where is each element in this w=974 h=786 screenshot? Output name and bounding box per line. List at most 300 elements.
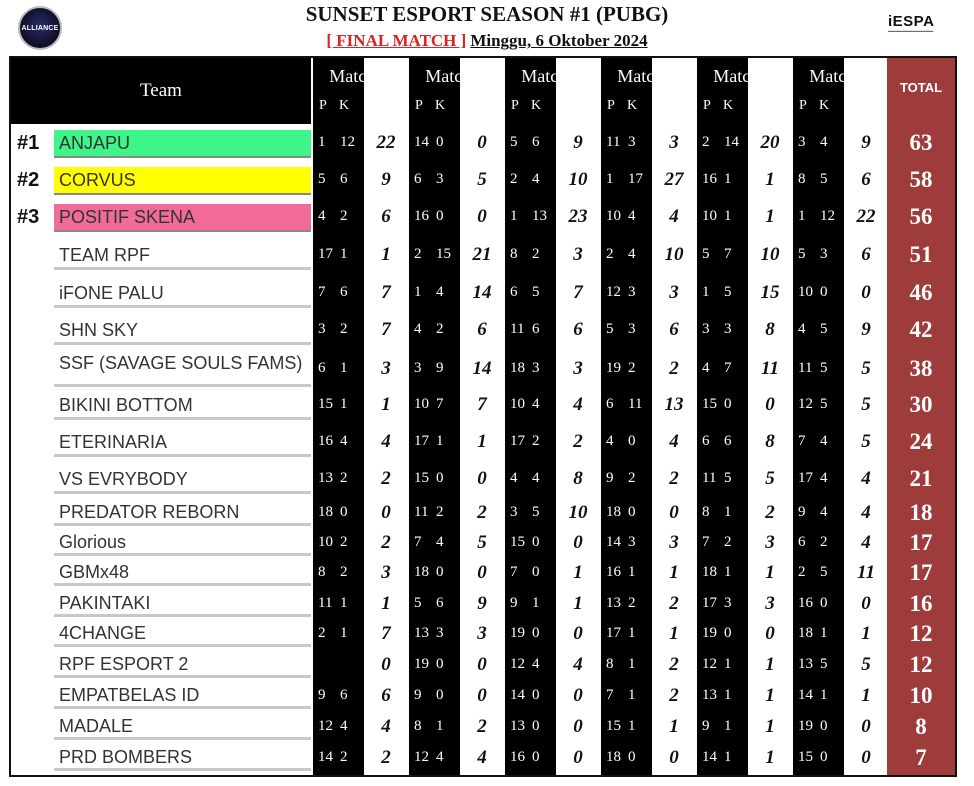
kills-value: 1 — [724, 208, 732, 224]
match-points-value: 1 — [381, 394, 391, 415]
team-name-cell: ANJAPU — [54, 130, 311, 158]
match-points-value: 1 — [573, 561, 583, 583]
match-1-header: Match 1 — [329, 66, 389, 86]
alliance-logo-text: ALLIANCE — [21, 24, 59, 32]
total-column-header: TOTAL — [899, 80, 943, 95]
total-points-value: 30 — [909, 392, 933, 417]
kills-value: 1 — [340, 396, 348, 412]
kills-value: 3 — [820, 246, 828, 262]
match-points-value: 5 — [861, 653, 871, 675]
match-points-value: 1 — [765, 653, 775, 675]
match-points-value: 4 — [477, 746, 487, 768]
placement-value: 10 — [510, 396, 525, 412]
kills-value: 1 — [724, 748, 732, 765]
match-points-value: 0 — [477, 132, 487, 153]
match-points-value: 0 — [861, 282, 871, 303]
total-points-value: 21 — [909, 466, 933, 491]
match-points-value: 0 — [573, 622, 583, 644]
placement-value: 4 — [702, 360, 710, 376]
team-name-cell: EMPATBELAS ID — [54, 684, 311, 709]
match-4-header: Match 4 — [617, 66, 677, 86]
match-points-value: 11 — [857, 561, 875, 583]
placement-value: 8 — [414, 717, 422, 734]
placement-value: 9 — [798, 503, 806, 520]
kills-value: 4 — [628, 246, 636, 262]
kills-value: 1 — [628, 563, 636, 580]
kills-value: 13 — [532, 208, 547, 224]
placement-value: 11 — [318, 594, 333, 611]
placement-value: 10 — [318, 533, 333, 550]
match-points-value: 3 — [669, 282, 679, 303]
kills-value: 1 — [340, 624, 348, 641]
match-points-value: 5 — [477, 531, 487, 553]
placement-value: 13 — [510, 717, 525, 734]
placement-value: 1 — [798, 208, 806, 224]
placement-value: 7 — [510, 563, 518, 580]
match-points-value: 11 — [761, 358, 779, 379]
placement-value: 17 — [798, 470, 813, 486]
kills-value: 14 — [724, 134, 739, 150]
placement-value: 10 — [798, 284, 813, 300]
total-points-value: 56 — [909, 204, 933, 229]
kills-value: 0 — [436, 470, 444, 486]
placement-value: 17 — [606, 624, 621, 641]
team-name-cell: BIKINI BOTTOM — [54, 392, 311, 420]
placement-value: 3 — [798, 134, 806, 150]
placement-value: 15 — [606, 717, 621, 734]
kills-value: 3 — [724, 321, 732, 337]
match-points-value: 4 — [573, 394, 583, 415]
match-points-value: 7 — [477, 394, 487, 415]
match-points-value: 5 — [861, 431, 871, 452]
kills-value: 2 — [340, 748, 348, 765]
placement-value: 15 — [702, 396, 717, 412]
kills-value: 1 — [724, 655, 732, 672]
match-points-value: 0 — [861, 592, 871, 614]
match-points-value: 0 — [477, 561, 487, 583]
placement-value: 8 — [798, 171, 806, 187]
placement-value: 14 — [702, 748, 717, 765]
total-points-value: 7 — [915, 744, 927, 770]
match-points-value: 6 — [861, 169, 871, 190]
placement-value: 9 — [414, 686, 422, 703]
team-name-cell: SSF (SAVAGE SOULS FAMS) — [54, 353, 311, 387]
placement-value: 16 — [702, 171, 717, 187]
match-points-value: 0 — [381, 501, 391, 523]
match-points-value: 0 — [477, 653, 487, 675]
match-points-value: 3 — [669, 132, 679, 153]
placement-value: 2 — [606, 246, 614, 262]
kills-value: 2 — [340, 533, 348, 550]
final-match-label: [ FINAL MATCH ] — [326, 31, 467, 50]
match-points-value: 5 — [477, 169, 487, 190]
match-6-header: Match 6 — [809, 66, 869, 86]
match-points-value: 5 — [861, 358, 871, 379]
match-points-value: 5 — [765, 468, 775, 489]
match-points-value: 3 — [573, 244, 583, 265]
kills-value: 4 — [532, 655, 540, 672]
kills-value: 5 — [820, 563, 828, 580]
placement-value: 1 — [318, 134, 326, 150]
placement-value: 6 — [318, 360, 326, 376]
match-points-value: 2 — [669, 684, 679, 706]
match-points-value: 1 — [765, 206, 775, 227]
kills-value: 0 — [820, 594, 828, 611]
placement-value: 3 — [414, 360, 422, 376]
match-points-value: 14 — [472, 282, 492, 303]
placement-value: 17 — [414, 433, 429, 449]
placement-value: 15 — [798, 748, 813, 765]
match-points-value: 10 — [568, 501, 588, 523]
kills-value: 4 — [436, 748, 444, 765]
team-name-cell: PRD BOMBERS — [54, 746, 311, 771]
match-points-value: 6 — [477, 319, 487, 340]
match-points-value: 4 — [381, 431, 391, 452]
placement-value: 11 — [414, 503, 429, 520]
match-points-value: 1 — [765, 169, 775, 190]
kills-value: 0 — [532, 686, 540, 703]
placement-value: 15 — [414, 470, 429, 486]
team-name-cell: SHN SKY — [54, 317, 311, 345]
kills-value: 4 — [532, 396, 540, 412]
placement-value: 14 — [318, 748, 333, 765]
match-points-value: 4 — [669, 431, 679, 452]
match-points-value: 4 — [861, 501, 871, 523]
placement-value: 2 — [702, 134, 710, 150]
match-points-value: 9 — [477, 592, 487, 614]
kills-value: 15 — [436, 246, 451, 262]
p-label: P — [319, 98, 327, 113]
placement-value: 12 — [318, 717, 333, 734]
placement-value: 19 — [606, 360, 621, 376]
match-points-value: 4 — [381, 715, 391, 737]
placement-value: 18 — [510, 360, 525, 376]
team-name-cell: Glorious — [54, 531, 311, 556]
match-points-value: 10 — [568, 169, 588, 190]
k-label: K — [435, 98, 446, 113]
kills-value: 1 — [724, 503, 732, 520]
match-points-value: 2 — [381, 531, 391, 553]
kills-value: 0 — [820, 284, 828, 300]
kills-value: 3 — [724, 594, 732, 611]
match-points-value: 2 — [669, 653, 679, 675]
match-points-value: 1 — [669, 622, 679, 644]
match-points-value: 3 — [765, 531, 775, 553]
iespa-logo-tagline: ━━━━━━━━━━━━━━━ — [888, 29, 934, 35]
team-name-cell: MADALE — [54, 715, 311, 740]
p-label: P — [799, 98, 807, 113]
placement-value: 19 — [414, 655, 429, 672]
kills-value: 6 — [340, 284, 348, 300]
team-name-cell: 4CHANGE — [54, 622, 311, 647]
match-points-value: 3 — [381, 561, 391, 583]
kills-value: 1 — [628, 717, 636, 734]
iespa-logo — [888, 14, 954, 40]
match-points-value: 4 — [861, 468, 871, 489]
placement-value: 4 — [798, 321, 806, 337]
placement-value: 2 — [318, 624, 326, 641]
placement-value: 11 — [798, 360, 813, 376]
match-points-value: 2 — [381, 468, 391, 489]
kills-value: 9 — [436, 360, 444, 376]
match-points-value: 4 — [861, 531, 871, 553]
kills-value: 0 — [532, 748, 540, 765]
kills-value: 0 — [532, 624, 540, 641]
kills-value: 1 — [820, 686, 828, 703]
kills-value: 1 — [724, 686, 732, 703]
placement-value: 12 — [798, 396, 813, 412]
page-subtitle — [0, 31, 974, 51]
match-points-value: 7 — [381, 622, 391, 644]
placement-value: 14 — [798, 686, 813, 703]
kills-value: 0 — [532, 563, 540, 580]
kills-value: 4 — [820, 134, 828, 150]
match-points-value: 6 — [381, 684, 391, 706]
match-points-value: 15 — [760, 282, 780, 303]
total-points-value: 12 — [909, 651, 933, 677]
placement-value: 12 — [702, 655, 717, 672]
kills-value: 1 — [532, 594, 540, 611]
placement-value: 15 — [318, 396, 333, 412]
kills-value: 4 — [820, 470, 828, 486]
kills-value: 4 — [340, 433, 348, 449]
match-points-value: 1 — [381, 244, 391, 265]
match-points-value: 22 — [376, 132, 396, 153]
kills-value: 5 — [820, 396, 828, 412]
kills-value: 6 — [340, 171, 348, 187]
match-points-value: 10 — [760, 244, 780, 265]
kills-value: 12 — [340, 134, 355, 150]
team-name-cell: VS EVRYBODY — [54, 466, 311, 494]
placement-value: 13 — [606, 594, 621, 611]
p-label: P — [415, 98, 423, 113]
placement-value: 6 — [798, 533, 806, 550]
placement-value: 3 — [318, 321, 326, 337]
kills-value: 1 — [724, 563, 732, 580]
placement-value: 1 — [606, 171, 614, 187]
placement-value: 11 — [702, 470, 717, 486]
kills-value: 2 — [340, 321, 348, 337]
placement-value: 19 — [510, 624, 525, 641]
match-points-value: 3 — [477, 622, 487, 644]
placement-value: 18 — [318, 503, 333, 520]
total-points-value: 17 — [909, 559, 933, 585]
match-points-value: 14 — [472, 358, 492, 379]
match-points-value: 0 — [861, 715, 871, 737]
kills-value: 2 — [724, 533, 732, 550]
total-points-value: 58 — [909, 167, 933, 192]
total-points-value: 16 — [909, 590, 933, 616]
total-points-value: 8 — [915, 713, 927, 739]
kills-value: 6 — [340, 686, 348, 703]
match-points-value: 0 — [477, 468, 487, 489]
placement-value: 16 — [606, 563, 621, 580]
match-points-value: 2 — [381, 746, 391, 768]
total-points-value: 18 — [909, 499, 933, 525]
team-name-cell: CORVUS — [54, 167, 311, 195]
match-points-value: 0 — [573, 684, 583, 706]
team-name-cell: ETERINARIA — [54, 429, 311, 457]
k-label: K — [723, 98, 734, 113]
placement-value: 13 — [702, 686, 717, 703]
placement-value: 12 — [414, 748, 429, 765]
kills-value: 1 — [340, 594, 348, 611]
match-points-value: 8 — [765, 431, 775, 452]
match-points-value: 6 — [861, 244, 871, 265]
kills-value: 2 — [436, 503, 444, 520]
placement-value: 14 — [414, 134, 429, 150]
total-points-value: 38 — [909, 356, 933, 381]
match-points-value: 0 — [669, 501, 679, 523]
match-points-value: 1 — [765, 684, 775, 706]
match-points-value: 1 — [765, 715, 775, 737]
k-label: K — [627, 98, 638, 113]
team-name-cell: PAKINTAKI — [54, 592, 311, 617]
placement-value: 16 — [318, 433, 333, 449]
placement-value: 17 — [510, 433, 525, 449]
kills-value: 3 — [628, 533, 636, 550]
match-points-value: 2 — [573, 431, 583, 452]
kills-value: 4 — [820, 503, 828, 520]
kills-value: 4 — [436, 284, 444, 300]
iespa-logo-text: iESPA — [888, 13, 935, 30]
match-points-value: 10 — [664, 244, 684, 265]
kills-value: 7 — [724, 246, 732, 262]
placement-value: 7 — [318, 284, 326, 300]
kills-value: 4 — [436, 533, 444, 550]
kills-value: 2 — [340, 563, 348, 580]
team-name-cell: PREDATOR REBORN — [54, 501, 311, 526]
placement-value: 8 — [702, 503, 710, 520]
match-points-value: 1 — [381, 592, 391, 614]
match-3-header: Match 3 — [521, 66, 581, 86]
placement-value: 3 — [510, 503, 518, 520]
kills-value: 0 — [820, 748, 828, 765]
kills-value: 5 — [820, 655, 828, 672]
kills-value: 4 — [820, 433, 828, 449]
placement-value: 5 — [702, 246, 710, 262]
total-points-value: 51 — [909, 242, 933, 267]
kills-value: 1 — [436, 717, 444, 734]
placement-value: 5 — [606, 321, 614, 337]
total-points-value: 10 — [909, 682, 933, 708]
placement-value: 10 — [606, 208, 621, 224]
team-name-cell: POSITIF SKENA — [54, 204, 311, 232]
kills-value: 0 — [724, 396, 732, 412]
kills-value: 0 — [532, 533, 540, 550]
placement-value: 11 — [510, 321, 525, 337]
match-points-value: 0 — [765, 622, 775, 644]
placement-value: 5 — [414, 594, 422, 611]
kills-value: 3 — [628, 284, 636, 300]
match-points-value: 9 — [861, 319, 871, 340]
match-points-value: 8 — [765, 319, 775, 340]
p-label: P — [511, 98, 519, 113]
match-points-value: 23 — [568, 206, 588, 227]
p-label: P — [607, 98, 615, 113]
kills-value: 0 — [628, 748, 636, 765]
kills-value: 4 — [532, 470, 540, 486]
match-points-value: 0 — [765, 394, 775, 415]
kills-value: 1 — [628, 655, 636, 672]
match-points-value: 27 — [664, 169, 684, 190]
kills-value: 2 — [340, 208, 348, 224]
match-points-value: 2 — [669, 592, 679, 614]
match-points-value: 0 — [861, 746, 871, 768]
kills-value: 6 — [532, 321, 540, 337]
total-points-value: 46 — [909, 280, 933, 305]
rank-label: #3 — [17, 206, 40, 228]
kills-value: 5 — [724, 470, 732, 486]
placement-value: 4 — [318, 208, 326, 224]
match-2-header: Match 2 — [425, 66, 485, 86]
placement-value: 6 — [702, 433, 710, 449]
k-label: K — [819, 98, 830, 113]
placement-value: 8 — [606, 655, 614, 672]
kills-value: 3 — [628, 134, 636, 150]
kills-value: 6 — [436, 594, 444, 611]
placement-value: 7 — [414, 533, 422, 550]
kills-value: 1 — [820, 624, 828, 641]
kills-value: 0 — [724, 624, 732, 641]
match-points-value: 9 — [573, 132, 583, 153]
placement-value: 18 — [606, 503, 621, 520]
match-points-value: 5 — [861, 394, 871, 415]
match-points-value: 1 — [669, 561, 679, 583]
placement-value: 13 — [414, 624, 429, 641]
team-name-cell: GBMx48 — [54, 561, 311, 586]
rank-label: #1 — [17, 132, 40, 154]
placement-value: 18 — [798, 624, 813, 641]
placement-value: 12 — [510, 655, 525, 672]
placement-value: 5 — [798, 246, 806, 262]
kills-value: 1 — [340, 360, 348, 376]
placement-value: 16 — [798, 594, 813, 611]
match-points-value: 0 — [381, 653, 391, 675]
placement-value: 1 — [414, 284, 422, 300]
placement-value: 8 — [318, 563, 326, 580]
kills-value: 2 — [628, 470, 636, 486]
match-points-value: 7 — [381, 319, 391, 340]
placement-value: 13 — [318, 470, 333, 486]
placement-value: 9 — [318, 686, 326, 703]
placement-value: 4 — [606, 433, 614, 449]
placement-value: 9 — [702, 717, 710, 734]
rank-label: #2 — [17, 169, 40, 191]
kills-value: 3 — [436, 624, 444, 641]
placement-value: 19 — [798, 717, 813, 734]
match-points-value: 1 — [573, 592, 583, 614]
kills-value: 12 — [820, 208, 835, 224]
placement-value: 2 — [414, 246, 422, 262]
kills-value: 6 — [532, 134, 540, 150]
match-points-value: 1 — [765, 561, 775, 583]
kills-value: 1 — [340, 246, 348, 262]
kills-value: 2 — [340, 470, 348, 486]
match-date: Minggu, 6 Oktober 2024 — [470, 31, 648, 50]
kills-value: 2 — [532, 433, 540, 449]
match-points-value: 20 — [760, 132, 780, 153]
placement-value: 7 — [702, 533, 710, 550]
total-points-value: 17 — [909, 529, 933, 555]
match-points-value: 9 — [861, 132, 871, 153]
match-points-value: 9 — [381, 169, 391, 190]
team-name-cell: RPF ESPORT 2 — [54, 653, 311, 678]
kills-value: 5 — [820, 360, 828, 376]
kills-value: 0 — [340, 503, 348, 520]
kills-value: 11 — [628, 396, 643, 412]
kills-value: 7 — [436, 396, 444, 412]
